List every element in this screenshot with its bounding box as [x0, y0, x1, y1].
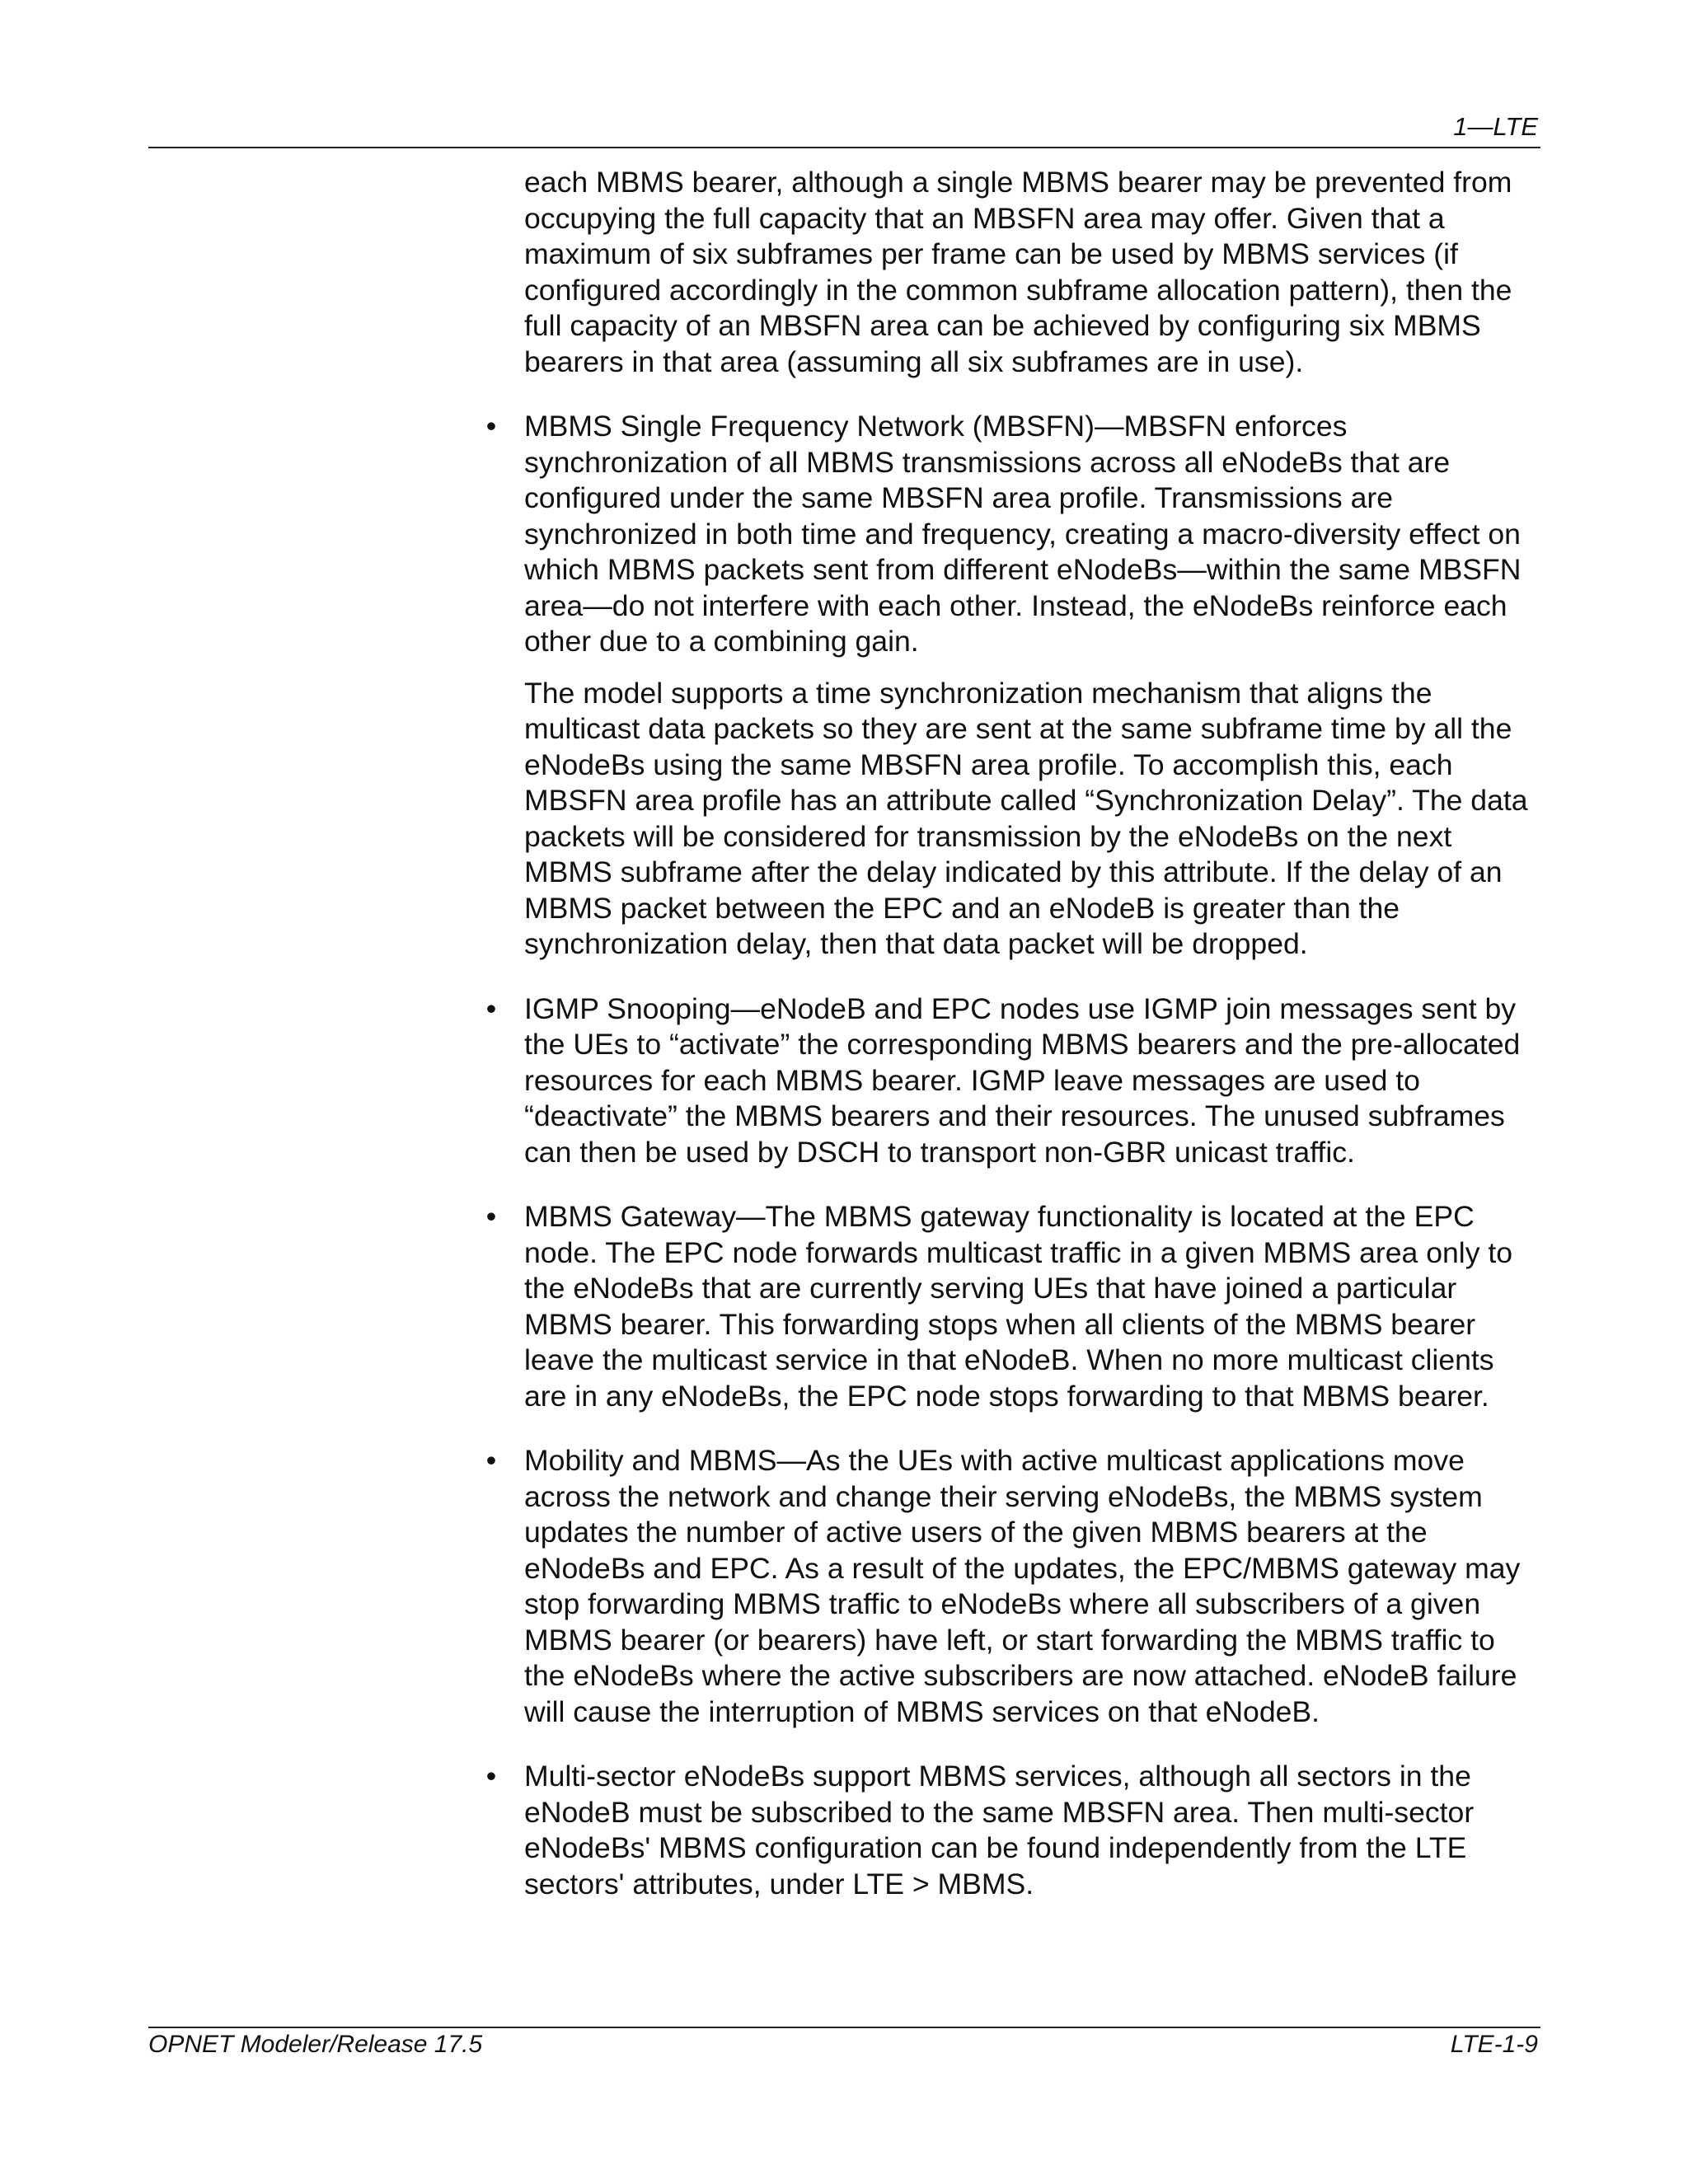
bullet-item-igmp-snooping [485, 991, 1543, 1171]
page-body [485, 165, 1543, 1918]
bullet-icon: • [485, 1760, 497, 1793]
bullet-text-mbsfn: MBMS Single Frequency Network (MBSFN)—MBSFN enforces synchronization of all MBMS transmissions across all eNodeBs that are configured under the same MBSFN area profile. Transmissions are synchronized in both time and frequency, creating a macro-diversity effect on which MBMS packets sent from different eNodeBs—within the same MBSFN area—do not interfere with each other. Instead, the eNodeBs reinforce each other due to a combining gain. [524, 410, 1522, 658]
bullet-icon: • [485, 410, 497, 443]
bullet-text-mobility: Mobility and MBMS—As the UEs with active multicast applications move across the network and change their serving eNodeBs, the MBMS system updates the number of active users of the given MBMS bearers at the eNodeBs and EPC. As a result of the updates, the EPC/MBMS gateway may stop forwarding MBMS traffic to eNodeBs where all subscribers of a given MBMS bearer (or bearers) have left, or start forwarding the MBMS traffic to the eNodeBs where the active subscribers are now attached. eNodeB failure will cause the interruption of MBMS services on that eNodeB. [524, 1444, 1521, 1728]
bullet-text-sync-mechanism: The model supports a time synchronization mechanism that aligns the multicast data packets so they are sent at the same subframe time by all the eNodeBs using the same MBSFN area profile. To accomplish this, each MBSFN area profile has an attribute called “Synchronization Delay”. The data packets will be considered for transmission by the eNodeBs on the next MBMS subframe after the delay indicated by this attribute. If the delay of an MBMS packet between the EPC and an eNodeB is greater than the synchronization delay, then that data packet will be dropped. [524, 676, 1528, 960]
bullet-item-mobility [485, 1443, 1543, 1730]
intro-paragraph: each MBMS bearer, although a single MBMS bearer may be prevented from occupying the full capacity that an MBSFN area may offer. Given that a maximum of six subframes per frame can be used by MBMS services (if configured accordingly in the common subframe allocation pattern), then the full capacity of an MBSFN area can be achieved by configuring six MBMS bearers in that area (assuming all six subframes are in use). [524, 166, 1512, 378]
bullet-icon: • [485, 1200, 497, 1233]
bullet-item-mbms-gateway [485, 1199, 1543, 1414]
bullet-item-mbsfn [485, 409, 1543, 963]
footer-divider [148, 2027, 1540, 2028]
footer-product-release: OPNET Modeler/Release 17.5 [148, 2031, 483, 2058]
bullet-icon: • [485, 1444, 497, 1477]
bullet-text-multi-sector: Multi-sector eNodeBs support MBMS services, although all sectors in the eNodeB must be subscribed to the same MBSFN area. Then multi-sector eNodeBs' MBMS configuration can be found independently from the LTE sectors' attributes, under LTE > MBMS. [524, 1760, 1475, 1900]
footer-page-number: LTE-1-9 [1450, 2031, 1538, 2058]
bullet-text-igmp-snooping: IGMP Snooping—eNodeB and EPC nodes use IGMP join messages sent by the UEs to “activate” the corresponding MBMS bearers and the pre-allocated resources for each MBMS bearer. IGMP leave messages are used to “deactivate” the MBMS bearers and their resources. The unused subframes can then be used by DSCH to transport non-GBR unicast traffic. [524, 991, 1521, 1169]
header-divider [148, 147, 1540, 148]
bullet-item-multi-sector [485, 1759, 1543, 1902]
running-header-chapter: 1—LTE [1453, 112, 1538, 141]
bullet-icon: • [485, 991, 497, 1025]
bullet-text-mbms-gateway: MBMS Gateway—The MBMS gateway functionality is located at the EPC node. The EPC node forwards multicast traffic in a given MBMS area only to the eNodeBs that are currently serving UEs that have joined a particular MBMS bearer. This forwarding stops when all clients of the MBMS bearer leave the multicast service in that eNodeB. When no more multicast clients are in any eNodeBs, the EPC node stops forwarding to that MBMS bearer. [524, 1200, 1513, 1413]
